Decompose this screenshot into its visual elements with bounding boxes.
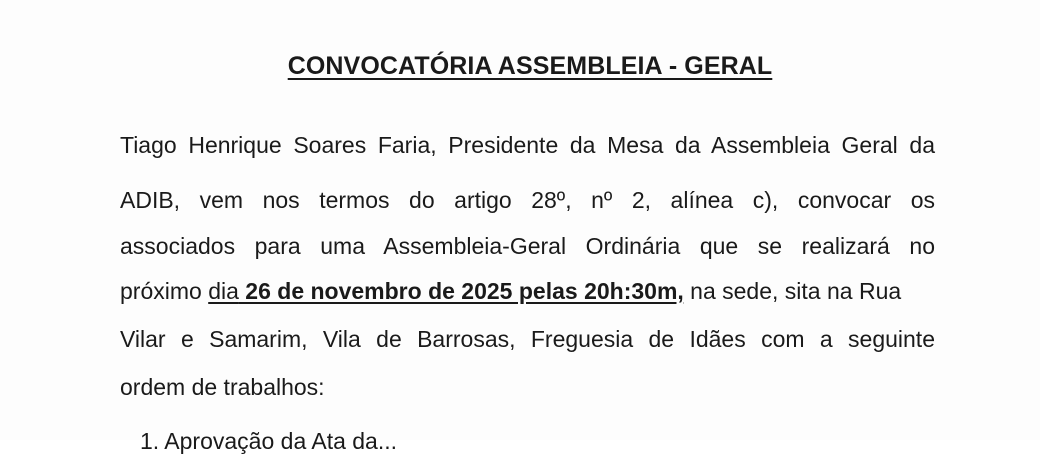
line4-suffix: na sede, sita na Rua [683, 278, 902, 304]
paragraph-line-4 [120, 274, 935, 308]
paragraph-line-5: Vilar e Samarim, Vila de Barrosas, Freguesia de Idães com a seguinte [120, 326, 935, 352]
document-title: CONVOCATÓRIA ASSEMBLEIA - GERAL [287, 52, 773, 80]
paragraph-line-2: ADIB, vem nos termos do artigo 28º, nº 2, alínea c), convocar os [120, 187, 935, 213]
paragraph-line-3: associados para uma Assembleia-Geral Ordinária que se realizará no [120, 233, 935, 259]
paragraph-line-1: Tiago Henrique Soares Faria, Presidente da Mesa da Assembleia Geral da [120, 132, 935, 158]
agenda-item-partial: 1. Aprovação da Ata da... [140, 428, 398, 454]
paragraph-line-6: ordem de trabalhos: [120, 374, 325, 400]
meeting-date: 26 de novembro de 2025 pelas 20h:30m, [238, 278, 684, 304]
line4-dia: dia [208, 278, 239, 304]
line4-prefix: próximo [120, 278, 209, 304]
